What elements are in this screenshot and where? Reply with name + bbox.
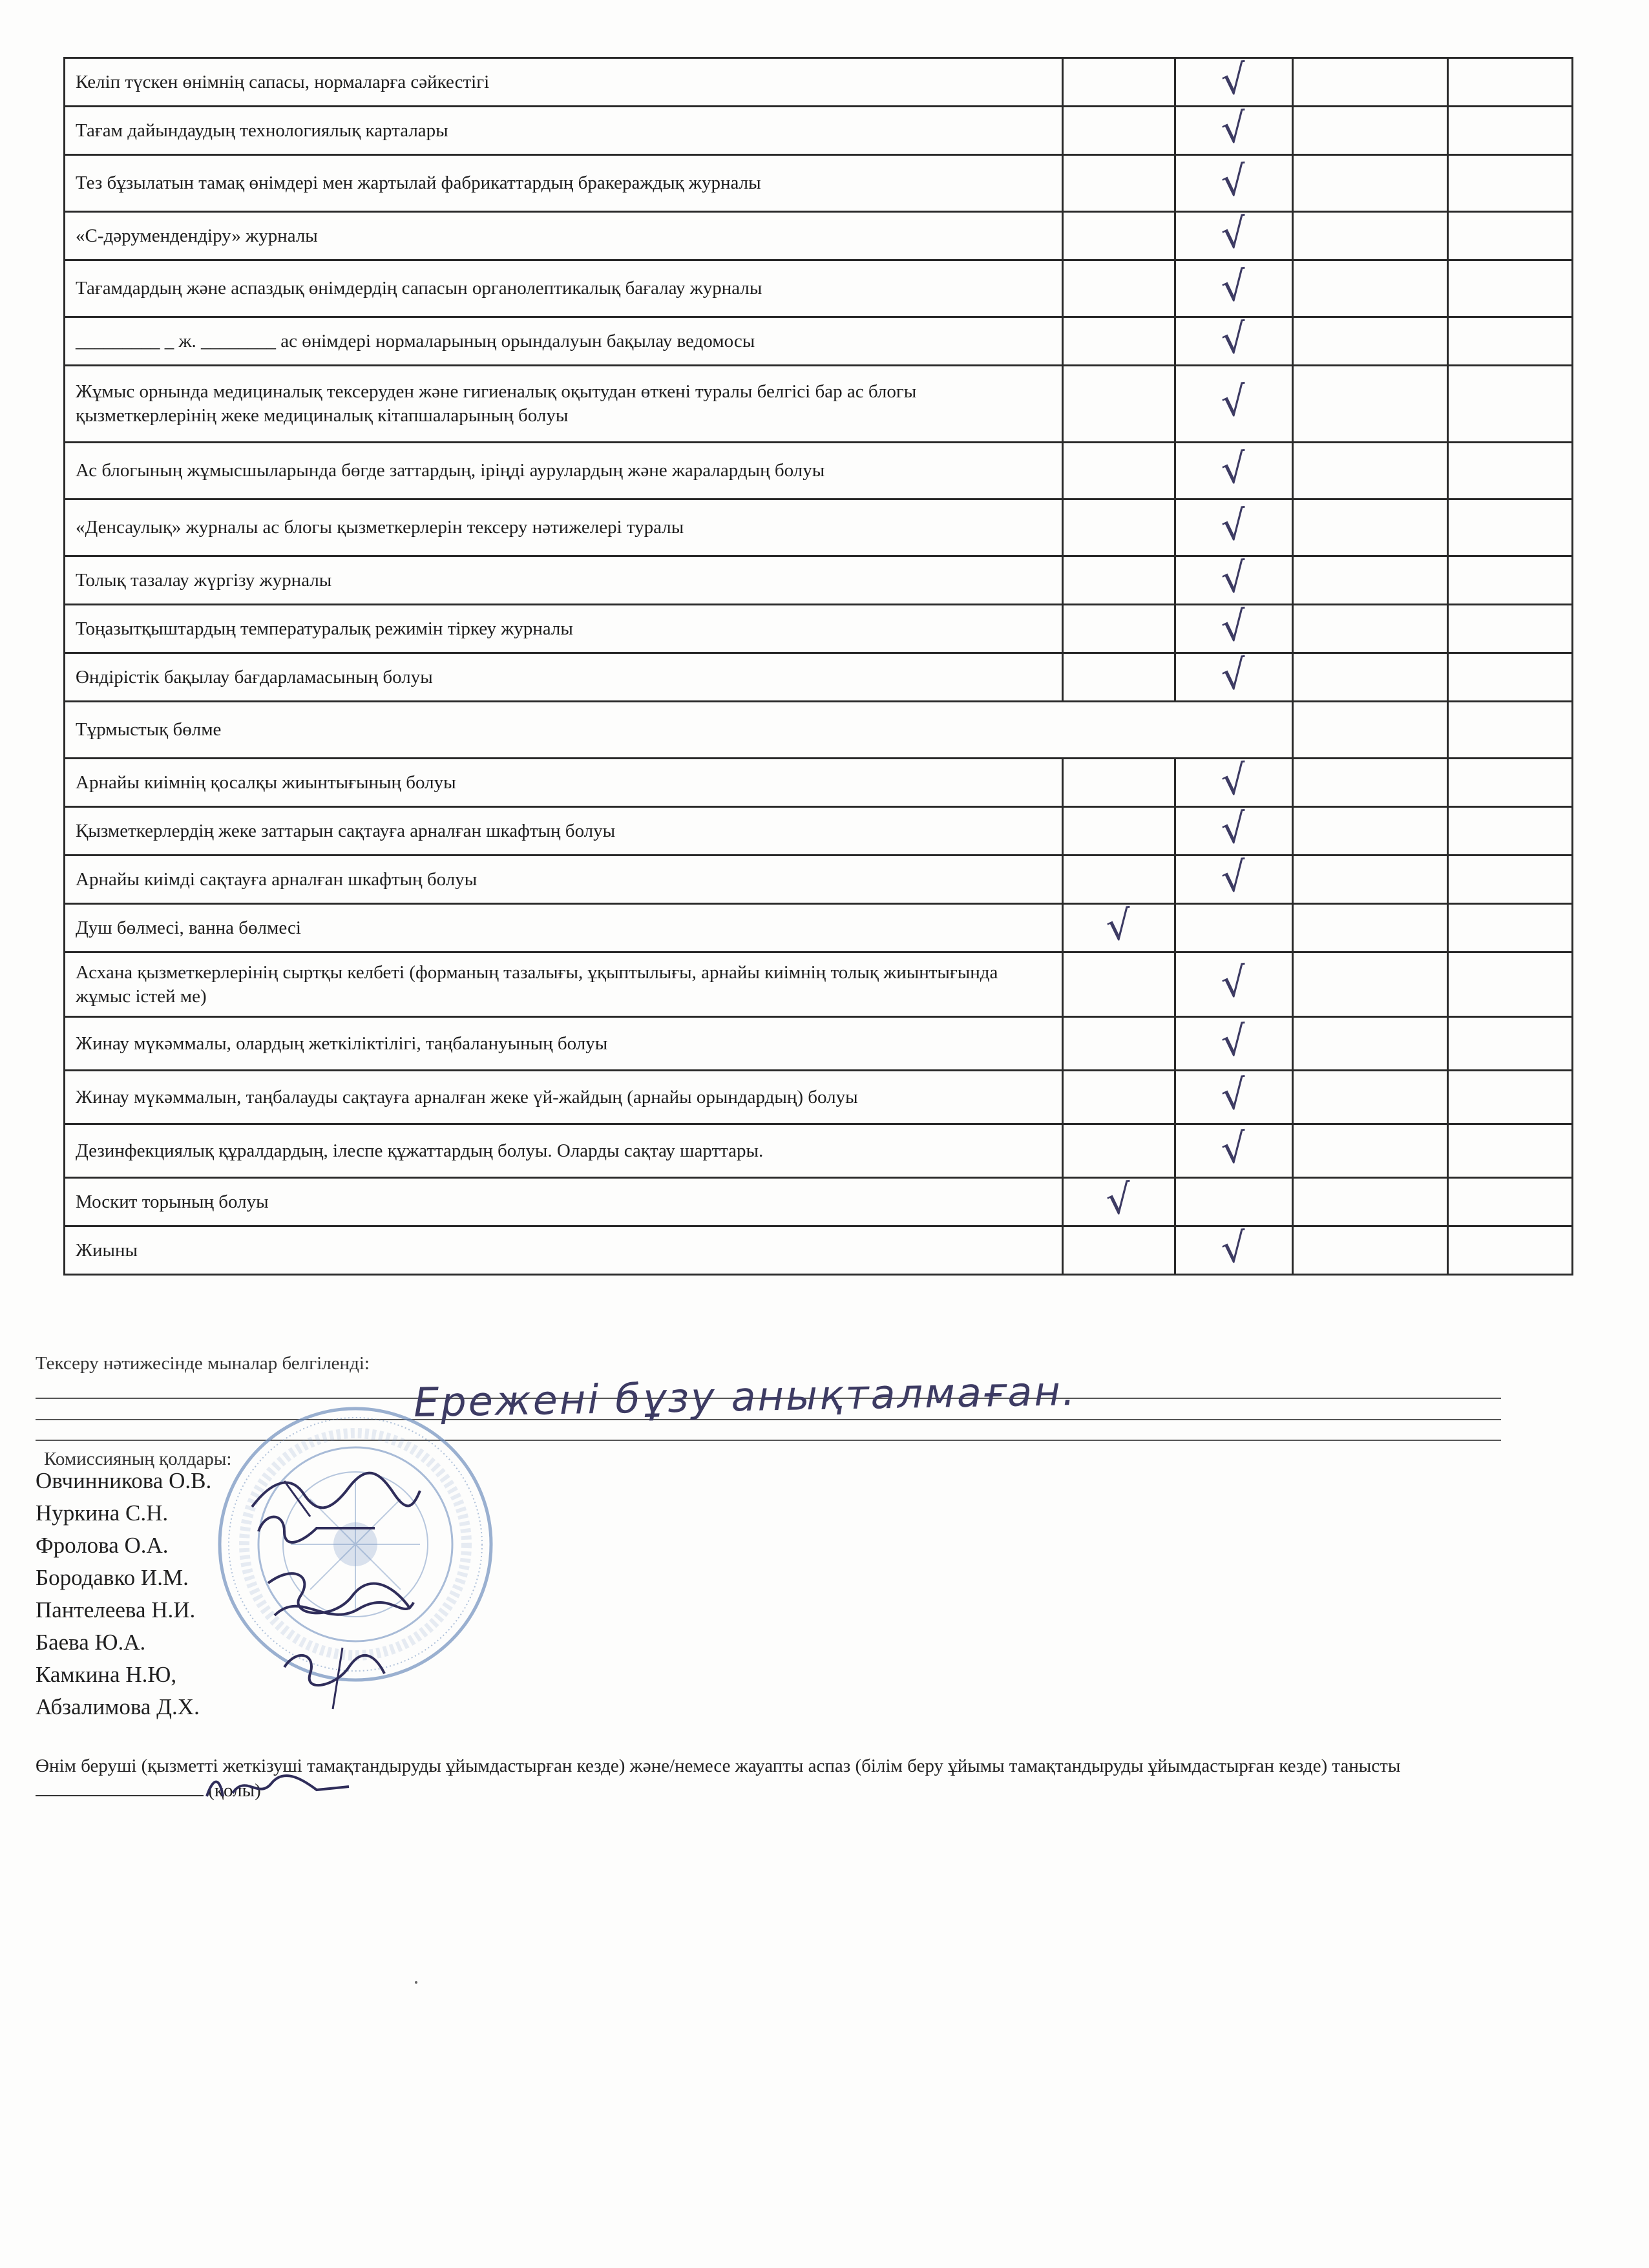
- mark-cell: [1063, 212, 1175, 260]
- mark-cell: [1448, 904, 1573, 952]
- criterion-label: Дезинфекциялық құралдардың, ілеспе құжаттардың болуы. Оларды сақтау шарттары.: [65, 1124, 1063, 1178]
- mark-cell: [1063, 605, 1175, 653]
- mark-cell: [1175, 952, 1293, 1017]
- mark-cell: [1063, 1017, 1175, 1071]
- mark-cell: [1293, 856, 1448, 904]
- mark-cell: [1063, 856, 1175, 904]
- signature-3: [255, 1564, 417, 1635]
- mark-cell: [1293, 1124, 1448, 1178]
- handwritten-result: Ережені бұзу анықталмаған.: [413, 1367, 1078, 1426]
- mark-cell: [1448, 605, 1573, 653]
- mark-cell: [1448, 1178, 1573, 1226]
- mark-cell: [1448, 702, 1573, 759]
- checklist-row: [65, 155, 1573, 212]
- commission-member: Овчинникова О.В.: [36, 1468, 212, 1493]
- mark-cell: [1448, 1226, 1573, 1275]
- checklist-row: [65, 1178, 1573, 1226]
- mark-cell: [1175, 443, 1293, 499]
- checklist-row: [65, 1017, 1573, 1071]
- checklist-row: [65, 856, 1573, 904]
- checklist-row: [65, 317, 1573, 366]
- mark-cell: [1448, 58, 1573, 107]
- criterion-label: Асхана қызметкерлерінің сыртқы келбеті (форманың тазалығы, ұқыптылығы, арнайы киімнің толық жиынтығында жұмыс істей ме): [65, 952, 1063, 1017]
- checkmark-icon: √: [1218, 650, 1249, 700]
- mark-cell: [1448, 1124, 1573, 1178]
- mark-cell: [1293, 58, 1448, 107]
- mark-cell: [1063, 653, 1175, 702]
- supplier-signature: [194, 1767, 362, 1806]
- mark-cell: [1175, 553, 1293, 605]
- commission-member: Пантелеева Н.И.: [36, 1597, 196, 1622]
- checkmark-icon: √: [1218, 957, 1249, 1007]
- checkmark-icon: √: [1218, 804, 1249, 854]
- checkmark-icon: √: [1103, 901, 1134, 950]
- section-row: [65, 702, 1573, 759]
- mark-cell: [1063, 759, 1175, 807]
- mark-cell: [1063, 155, 1175, 212]
- mark-cell: [1448, 107, 1573, 155]
- section-title: Тұрмыстық бөлме: [65, 702, 1293, 759]
- footer-sign-label: (қолы): [208, 1780, 261, 1801]
- checkmark-icon: √: [1218, 553, 1249, 603]
- mark-cell: [1448, 499, 1573, 556]
- checkmark-icon: √: [1218, 377, 1249, 426]
- mark-cell: [1063, 901, 1175, 952]
- checkmark-icon: √: [1218, 443, 1249, 494]
- signature-4: [271, 1635, 394, 1712]
- mark-cell: [1175, 1223, 1293, 1275]
- mark-cell: [1448, 653, 1573, 702]
- mark-cell: [1293, 443, 1448, 499]
- criterion-label: Өндірістік бақылау бағдарламасының болуы: [65, 653, 1063, 702]
- checklist-row: [65, 499, 1573, 556]
- speck: [415, 1981, 417, 1984]
- checklist-row: [65, 1071, 1573, 1124]
- mark-cell: [1448, 366, 1573, 443]
- mark-cell: [1063, 317, 1175, 366]
- checkmark-icon: √: [1103, 1175, 1134, 1224]
- signature-2: [246, 1506, 388, 1551]
- criterion-label: Тез бұзылатын тамақ өнімдері мен жартылай фабрикаттардың бракераждық журналы: [65, 155, 1063, 212]
- commission-member: Баева Ю.А.: [36, 1630, 146, 1655]
- mark-cell: [1448, 155, 1573, 212]
- mark-cell: [1063, 260, 1175, 317]
- mark-cell: [1063, 443, 1175, 499]
- checkmark-icon: √: [1218, 261, 1249, 311]
- mark-cell: [1175, 602, 1293, 653]
- mark-cell: [1293, 212, 1448, 260]
- checkmark-icon: √: [1218, 755, 1249, 805]
- mark-cell: [1448, 317, 1573, 366]
- mark-cell: [1448, 556, 1573, 605]
- mark-cell: [1175, 314, 1293, 366]
- criterion-label: Толық тазалау жүргізу журналы: [65, 556, 1063, 605]
- mark-cell: [1448, 443, 1573, 499]
- criterion-label: Жинау мүкәммалын, таңбалауды сақтауға арналған жеке үй-жайдың (арнайы орындардың) болуы: [65, 1071, 1063, 1124]
- mark-cell: [1293, 807, 1448, 856]
- mark-cell: [1175, 1017, 1293, 1071]
- checkmark-icon: √: [1218, 1070, 1249, 1120]
- mark-cell: [1063, 366, 1175, 443]
- mark-cell: [1293, 702, 1448, 759]
- checklist-row: [65, 904, 1573, 952]
- criterion-label: Жұмыс орнында медициналық тексеруден және гигиеналық оқытудан өткені туралы белгісі бар ас блогы қызметкерлерінің жеке медициналық кітапшаларының болуы: [65, 366, 1063, 443]
- commission-member: Нуркина С.Н.: [36, 1500, 169, 1526]
- mark-cell: [1293, 1071, 1448, 1124]
- mark-cell: [1293, 653, 1448, 702]
- mark-cell: [1293, 317, 1448, 366]
- criterion-label: «С-дәрумендендіру» журналы: [65, 212, 1063, 260]
- mark-cell: [1293, 260, 1448, 317]
- mark-cell: [1063, 1071, 1175, 1124]
- checklist-row: [65, 952, 1573, 1017]
- mark-cell: [1063, 58, 1175, 107]
- checkmark-icon: √: [1218, 103, 1249, 153]
- criterion-label: Арнайы киімнің қосалқы жиынтығының болуы: [65, 759, 1063, 807]
- commission-label: Комиссияның қолдары:: [44, 1449, 232, 1469]
- checklist-row: [65, 1124, 1573, 1178]
- mark-cell: [1448, 807, 1573, 856]
- mark-cell: [1175, 1178, 1293, 1226]
- mark-cell: [1175, 366, 1293, 443]
- checkmark-icon: √: [1218, 1223, 1249, 1273]
- checklist-row: [65, 212, 1573, 260]
- checkmark-icon: √: [1218, 500, 1249, 551]
- mark-cell: [1293, 1178, 1448, 1226]
- mark-cell: [1063, 107, 1175, 155]
- checklist-row: [65, 1226, 1573, 1275]
- mark-cell: [1293, 155, 1448, 212]
- mark-cell: [1293, 366, 1448, 443]
- mark-cell: [1175, 209, 1293, 260]
- checklist-row: [65, 605, 1573, 653]
- mark-cell: [1448, 212, 1573, 260]
- checkmark-icon: √: [1218, 852, 1249, 902]
- checklist-row: [65, 443, 1573, 499]
- mark-cell: [1175, 852, 1293, 904]
- criterion-label: «Денсаулық» журналы ас блогы қызметкерлерін тексеру нәтижелері туралы: [65, 499, 1063, 556]
- mark-cell: [1175, 155, 1293, 212]
- criterion-label: Ас блогының жұмысшыларында бөгде заттардың, іріңді аурулардың және жаралардың болуы: [65, 443, 1063, 499]
- mark-cell: [1175, 55, 1293, 107]
- mark-cell: [1448, 952, 1573, 1017]
- criterion-label: Келіп түскен өнімнің сапасы, нормаларға сәйкестігі: [65, 58, 1063, 107]
- mark-cell: [1448, 856, 1573, 904]
- mark-cell: [1063, 1226, 1175, 1275]
- commission-member: Фролова О.А.: [36, 1533, 169, 1558]
- mark-cell: [1293, 1017, 1448, 1071]
- checkmark-icon: √: [1218, 209, 1249, 258]
- mark-cell: [1448, 1017, 1573, 1071]
- mark-cell: [1175, 499, 1293, 556]
- mark-cell: [1293, 605, 1448, 653]
- checkmark-icon: √: [1218, 156, 1249, 206]
- criterion-label: Жинау мүкәммалы, олардың жеткіліктілігі, таңбалануының болуы: [65, 1017, 1063, 1071]
- mark-cell: [1293, 499, 1448, 556]
- checklist-row: [65, 807, 1573, 856]
- checkmark-icon: √: [1218, 602, 1249, 651]
- checkmark-icon: √: [1218, 1016, 1249, 1066]
- mark-cell: [1063, 1124, 1175, 1178]
- mark-cell: [1175, 650, 1293, 702]
- mark-cell: [1293, 904, 1448, 952]
- checklist-row: [65, 366, 1573, 443]
- mark-cell: [1175, 804, 1293, 856]
- criterion-label: Қызметкерлердің жеке заттарын сақтауға арналған шкафтың болуы: [65, 807, 1063, 856]
- mark-cell: [1175, 103, 1293, 155]
- commission-member: Абзалимова Д.Х.: [36, 1694, 200, 1719]
- criterion-label: Жиыны: [65, 1226, 1063, 1275]
- criterion-label: _________ _ ж. ________ ас өнімдері нормаларының орындалуын бақылау ведомосы: [65, 317, 1063, 366]
- checklist-row: [65, 653, 1573, 702]
- criterion-label: Душ бөлмесі, ванна бөлмесі: [65, 904, 1063, 952]
- mark-cell: [1175, 904, 1293, 952]
- checklist-table: [63, 57, 1573, 1276]
- checkmark-icon: √: [1218, 1124, 1249, 1173]
- results-label: Тексеру нәтижесінде мыналар белгіленді:: [36, 1353, 370, 1374]
- mark-cell: [1293, 107, 1448, 155]
- mark-cell: [1448, 1071, 1573, 1124]
- criterion-label: Арнайы киімді сақтауға арналған шкафтың болуы: [65, 856, 1063, 904]
- mark-cell: [1175, 260, 1293, 317]
- commission-member: Бородавко И.М.: [36, 1565, 189, 1590]
- criterion-label: Тоңазытқыштардың температуралық режимін тіркеу журналы: [65, 605, 1063, 653]
- checklist-row: [65, 260, 1573, 317]
- footer-text: Өнім беруші (қызметті жеткізуші тамақтандыруды ұйымдастырған кезде) және/немесе жауапты аспаз (білім беру ұйымы тамақтандыруды ұйымдастырған кезде) танысты: [36, 1756, 1401, 1776]
- checklist-row: [65, 107, 1573, 155]
- mark-cell: [1175, 1071, 1293, 1124]
- checkmark-icon: √: [1218, 314, 1249, 364]
- mark-cell: [1293, 1226, 1448, 1275]
- criterion-label: Тағам дайындаудың технологиялық карталары: [65, 107, 1063, 155]
- checklist-row: [65, 556, 1573, 605]
- mark-cell: [1175, 755, 1293, 807]
- mark-cell: [1063, 1175, 1175, 1226]
- criterion-label: Москит торының болуы: [65, 1178, 1063, 1226]
- checklist-row: [65, 759, 1573, 807]
- mark-cell: [1063, 807, 1175, 856]
- mark-cell: [1175, 1124, 1293, 1178]
- mark-cell: [1293, 759, 1448, 807]
- checklist-row: [65, 58, 1573, 107]
- mark-cell: [1293, 952, 1448, 1017]
- mark-cell: [1448, 260, 1573, 317]
- commission-member: Камкина Н.Ю,: [36, 1662, 177, 1687]
- mark-cell: [1063, 499, 1175, 556]
- mark-cell: [1448, 759, 1573, 807]
- criterion-label: Тағамдардың және аспаздық өнімдердің сапасын органолептикалық бағалау журналы: [65, 260, 1063, 317]
- mark-cell: [1293, 556, 1448, 605]
- supplier-signature-line: [36, 1778, 204, 1796]
- mark-cell: [1063, 556, 1175, 605]
- mark-cell: [1063, 952, 1175, 1017]
- checkmark-icon: √: [1218, 55, 1249, 105]
